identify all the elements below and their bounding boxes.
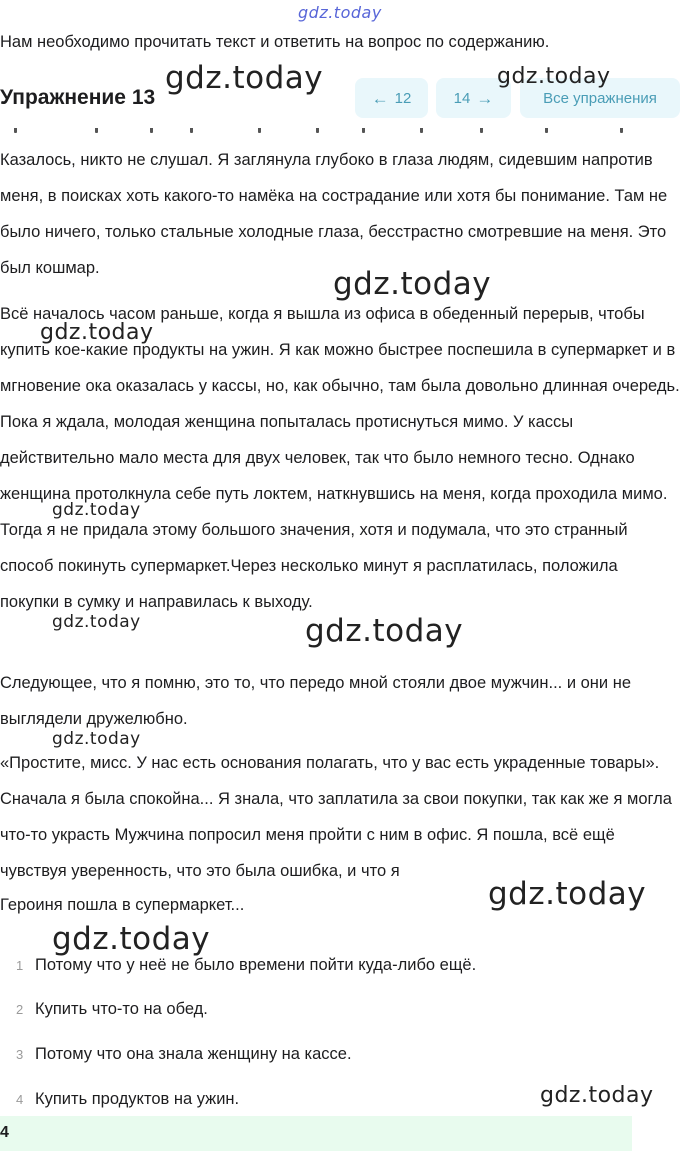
watermark: gdz.today: [52, 612, 141, 632]
watermark: gdz.today: [333, 266, 492, 302]
watermark: gdz.today: [52, 500, 141, 520]
story-paragraph: «Простите, мисс. У нас есть основания полагать, что у вас есть украденные товары». Сначала я была спокойна... Я знала, что заплатила за свои покупки, так как же я могла что-то украсть Мужчина попросил меня пройти с ним в офис. Я пошла, всё ещё чувствуя уверенность, что это была ошибка, и что я: [0, 754, 672, 880]
option-number: 4: [16, 1091, 24, 1107]
watermark: gdz.today: [52, 921, 211, 957]
question-text: Героиня пошла в супермаркет...: [0, 896, 245, 914]
prev-exercise-button[interactable]: [355, 78, 428, 118]
option-number: 2: [16, 1001, 24, 1017]
next-exercise-label: 14: [453, 89, 471, 107]
story-paragraph: Следующее, что я помню, это то, что передо мной стояли двое мужчин... и они не выглядели дружелюбно.: [0, 674, 632, 728]
watermark: gdz.today: [165, 60, 324, 96]
exercise-title: Упражнение 13: [0, 86, 156, 109]
story-paragraph: Всё началось часом раньше, когда я вышла из офиса в обеденный перерыв, чтобы купить кое-какие продукты на ужин. Я как можно быстрее поспешила в супермаркет и в мгновение ока оказалась у кассы, но, как обычно, там была довольно длинная очередь. Пока я ждала, молодая женщина попыталась протиснуться мимо. У кассы действительно мало места для двух человек, так что было немного тесно. Однако женщина протолкнула себе путь локтем, наткнувшись на меня, когда проходила мимо. Тогда я не придала этому большого значения, хотя и подумала, что это странный способ покинуть супермаркет.Через несколько минут я расплатилась, положила покупки в сумку и направилась к выходу.: [0, 305, 680, 611]
answer-option: [0, 1087, 239, 1111]
arrow-left-icon: ←: [371, 88, 389, 108]
answer-box: [0, 1116, 632, 1151]
answer-option: [0, 997, 208, 1021]
watermark: gdz.today: [540, 1083, 654, 1108]
option-text: Купить продуктов на ужин.: [35, 1089, 240, 1108]
intro-text: Нам необходимо прочитать текст и ответить на вопрос по содержанию.: [0, 33, 550, 51]
option-text: Потому что у неё не было времени пойти куда-либо ещё.: [35, 955, 477, 974]
arrow-right-icon: →: [476, 88, 494, 108]
watermark: gdz.today: [40, 320, 154, 345]
option-text: Потому что она знала женщину на кассе.: [35, 1044, 352, 1063]
watermark: gdz.today: [488, 876, 647, 912]
watermark: gdz.today: [305, 613, 464, 649]
answer-value: 4: [0, 1124, 9, 1141]
story-paragraph: Казалось, никто не слушал. Я заглянула глубоко в глаза людям, сидевшим напротив меня, в поисках хоть какого-то намёка на сострадание или хотя бы понимание. Там не было ничего, только стальные холодные глаза, бесстрастно смотревшие на меня. Это был кошмар.: [0, 151, 668, 277]
option-number: 1: [16, 957, 24, 973]
watermark: gdz.today: [497, 64, 611, 89]
prev-exercise-label: 12: [394, 89, 412, 107]
answer-option: [0, 1042, 352, 1066]
watermark: gdz.today: [52, 729, 141, 749]
option-text: Купить что-то на обед.: [35, 999, 208, 1018]
clipped-text-line: [0, 128, 680, 134]
all-exercises-label: Все упражнения: [543, 89, 657, 107]
watermark-top: gdz.today: [298, 3, 382, 22]
option-number: 3: [16, 1046, 24, 1062]
